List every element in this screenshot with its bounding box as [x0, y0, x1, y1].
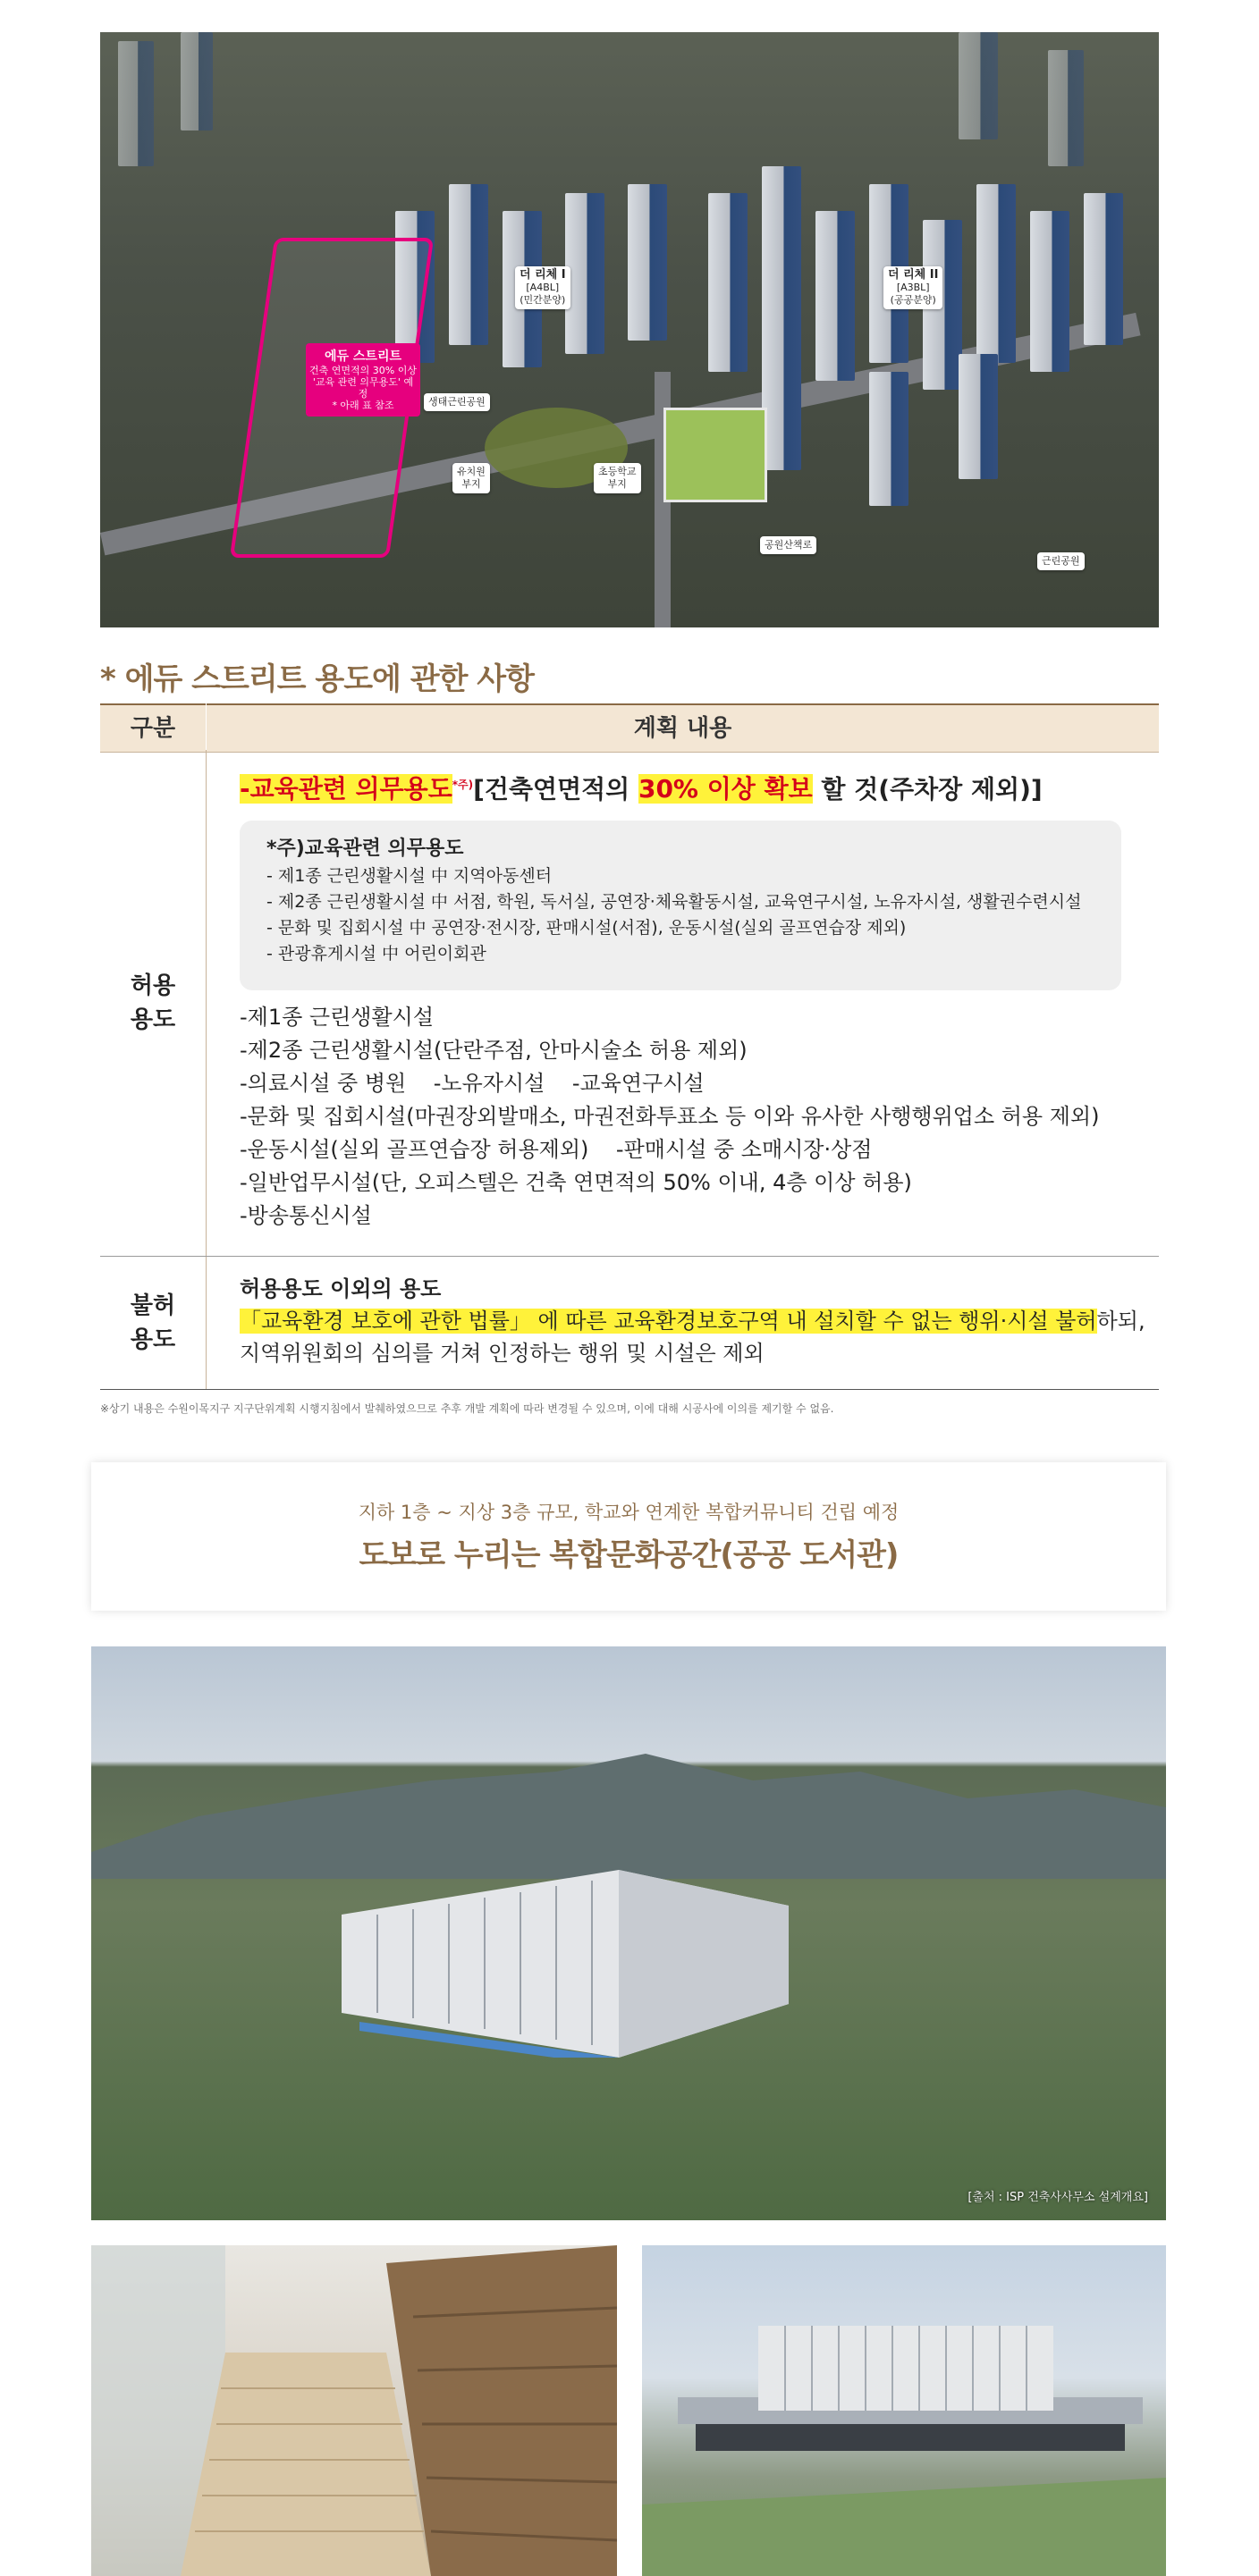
interior-stairs — [91, 2245, 617, 2576]
building — [118, 41, 154, 166]
building — [1030, 211, 1069, 372]
row-label-line: 불허 — [130, 1292, 176, 1319]
building — [869, 372, 908, 506]
allowed-use-item: -제1종 근린생활시설 — [240, 1005, 435, 1030]
label-elementary — [594, 463, 641, 493]
label-eco-park: 생태근린공원 — [424, 393, 490, 411]
mandatory-highlight: 30% 이상 확보 — [638, 774, 813, 804]
note-title: *주)교육관련 의무용도 — [266, 838, 464, 860]
note-item: - 관광휴게시설 中 어린이회관 — [266, 944, 486, 964]
label-trail: 공원산책로 — [760, 536, 816, 554]
table-header-content: 계획 내용 — [207, 703, 1159, 753]
edu-street-line: '교육 관련 의무용도' 예정 — [312, 376, 414, 400]
allowed-use-item: -의료시설 중 병원 -노유자시설 -교육연구시설 — [240, 1071, 705, 1096]
image-source: [출처 : ISP 건축사사무소 설계개요] — [967, 2191, 1148, 2204]
aerial-site-plan-image — [100, 32, 1159, 627]
building — [1048, 50, 1084, 166]
row-label-line: 용도 — [130, 1326, 176, 1353]
mandatory-mark: *주) — [452, 779, 474, 791]
allowed-use-item: -제2종 근린생활시설(단란주점, 안마시술소 허용 제외) — [240, 1038, 748, 1063]
library-banner — [91, 1462, 1166, 1611]
building — [708, 193, 748, 372]
banned-rest: 하되, — [1096, 1309, 1145, 1334]
mandatory-note-box — [240, 821, 1121, 990]
library-render-image — [91, 1646, 1166, 2220]
table-divider — [206, 750, 207, 1390]
exterior-building — [642, 2245, 1166, 2576]
row-label-banned — [100, 1257, 206, 1389]
label-line: 부지 — [461, 478, 481, 490]
label-a3 — [883, 266, 942, 309]
allowed-use-item: -일반업무시설(단, 오피스텔은 건축 연면적의 50% 이내, 4층 이상 허용) — [240, 1170, 912, 1195]
table-bottom-border — [100, 1389, 1159, 1390]
library-interior-image — [91, 2245, 617, 2576]
row-label-line: 허용 — [130, 972, 176, 999]
table-header-category: 구분 — [100, 703, 206, 753]
library-building — [324, 1852, 789, 2058]
label-a4 — [515, 266, 570, 309]
banned-highlight: 「교육환경 보호에 관한 법률」 에 따른 교육환경보호구역 내 설치할 수 없는 행위·시설 불허 — [240, 1309, 1097, 1334]
label-name: 더 리체 I — [520, 268, 566, 282]
building — [565, 193, 604, 354]
edu-street-line: 건축 연면적의 30% 이상 — [309, 365, 417, 376]
note-item: - 제1종 근린생활시설 中 지역아동센터 — [266, 866, 553, 886]
label-name: 더 리체 II — [888, 268, 939, 282]
row-label-line: 용도 — [130, 1006, 176, 1033]
building — [762, 345, 801, 470]
building — [959, 354, 998, 479]
allowed-use-item: -문화 및 집회시설(마권장외발매소, 마권전화투표소 등 이와 유사한 사행행위업소 허용 제외) — [240, 1104, 1100, 1129]
label-line: (민간분양) — [520, 294, 566, 306]
label-line: 초등학교 — [598, 466, 637, 477]
mandatory-prefix: -교육관련 의무용도 — [240, 774, 452, 804]
label-line: (공공분양) — [890, 294, 936, 306]
note-list — [266, 863, 1082, 967]
label-line: 유치원 — [457, 466, 486, 477]
edu-street-callout — [306, 343, 420, 417]
banned-line — [240, 1305, 1145, 1337]
label-line: [A4BL] — [526, 282, 560, 293]
allowed-use-item: -운동시설(실외 골프연습장 허용제외) -판매시설 중 소매시장·상점 — [240, 1137, 873, 1162]
label-line: [A3BL] — [896, 282, 930, 293]
note-item: - 문화 및 집회시설 中 공연장·전시장, 판매시설(서점), 운동시설(실외 골프연습장 제외) — [266, 918, 907, 938]
allowed-use-list — [240, 1001, 1099, 1233]
building — [181, 32, 213, 130]
allowed-use-item: -방송통신시설 — [240, 1203, 372, 1228]
row-label-allowed — [100, 750, 206, 1256]
school-field — [663, 408, 767, 502]
note-item: - 제2종 근린생활시설 中 서점, 학원, 독서실, 공연장·체육활동시설, 교육연구시설, 노유자시설, 생활권수련시설 — [266, 892, 1082, 912]
mandatory-text: [건축연면적의 — [473, 774, 638, 804]
edu-street-line: * 아래 표 참조 — [332, 400, 394, 411]
library-exterior-image — [642, 2245, 1166, 2576]
building — [1084, 193, 1123, 345]
building — [628, 184, 667, 341]
building — [815, 211, 855, 381]
mandatory-use-line — [240, 767, 1043, 807]
library-subtitle: 지하 1층 ~ 지상 3층 규모, 학교와 연계한 복합커뮤니티 건립 예정 — [358, 1502, 900, 1523]
building — [976, 184, 1016, 363]
library-title: 도보로 누리는 복합문화공간(공공 도서관) — [359, 1537, 899, 1573]
label-near-park: 근린공원 — [1037, 552, 1085, 570]
building — [959, 32, 998, 139]
mandatory-text: 할 것(주차장 제외)] — [812, 774, 1043, 804]
section-title: * 에듀 스트리트 용도에 관한 사항 — [100, 661, 534, 697]
edu-street-title: 에듀 스트리트 — [324, 349, 402, 364]
building — [449, 184, 488, 345]
label-line: 부지 — [607, 478, 627, 490]
label-kindergarten — [452, 463, 490, 493]
disclaimer: ※상기 내용은 수원이목지구 지구단위계획 시행지침에서 발췌하였으므로 추후 개발 계획에 따라 변경될 수 있으며, 이에 대해 시공사에 이의를 제기할 수 없음. — [100, 1402, 834, 1415]
banned-use-content — [240, 1273, 1145, 1369]
banned-title: 허용용도 이외의 용도 — [240, 1276, 442, 1301]
banned-line: 지역위원회의 심의를 거쳐 인정하는 행위 및 시설은 제외 — [240, 1341, 765, 1366]
building — [762, 166, 801, 354]
table-row-divider — [100, 1256, 1159, 1257]
